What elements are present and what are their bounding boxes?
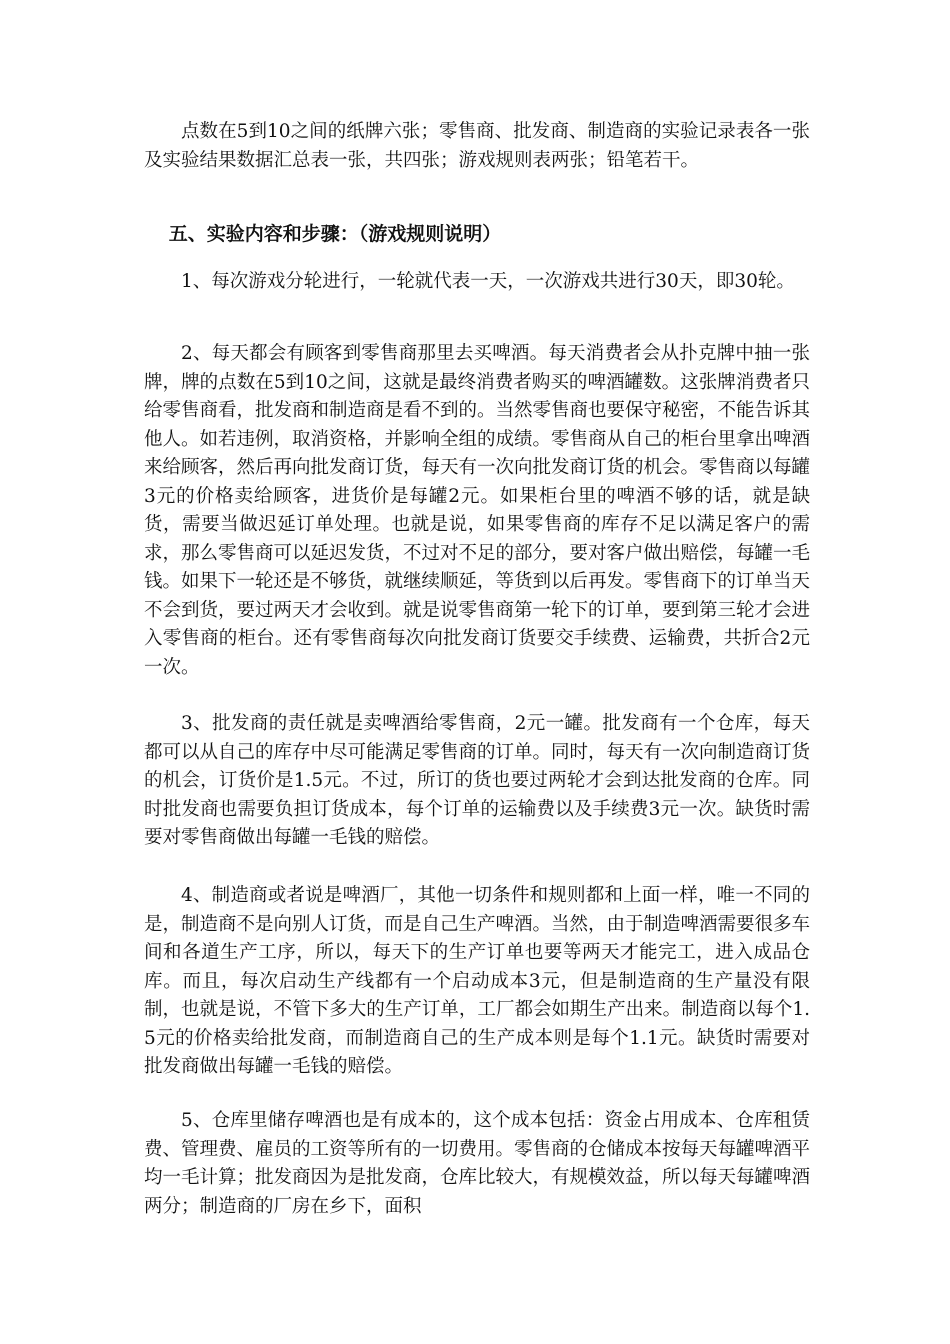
materials-paragraph: 点数在5到10之间的纸牌六张；零售商、批发商、制造商的实验记录表各一张及实验结果数据汇总表一张，共四张；游戏规则表两张；铅笔若干。 — [144, 121, 810, 171]
rule-1-paragraph: 1、每次游戏分轮进行，一轮就代表一天，一次游戏共进行30天，即30轮。 — [181, 271, 795, 292]
rule-2-paragraph: 2、每天都会有顾客到零售商那里去买啤酒。每天消费者会从扑克牌中抽一张牌，牌的点数在5到10之间，这就是最终消费者购买的啤酒罐数。这张牌消费者只给零售商看，批发商和制造商是看不到的。当然零售商也要保守秘密，不能告诉其他人。如若违例，取消资格，并影响全组的成绩。零售商从自己的柜台里拿出啤酒来给顾客，然后再向批发商订货，每天有一次向批发商订货的机会。零售商以每罐3元的价格卖给顾客，进货价是每罐2元。如果柜台里的啤酒不够的话，就是缺货，需要当做迟延订单处理。也就是说，如果零售商的库存不足以满足客户的需求，那么零售商可以延迟发货，不过对不足的部分，要对客户做出赔偿，每罐一毛钱。如果下一轮还是不够货，就继续顺延，等货到以后再发。零售商下的订单当天不会到货，要过两天才会收到。就是说零售商第一轮下的订单，要到第三轮才会进入零售商的柜台。还有零售商每次向批发商订货要交手续费、运输费，共折合2元一次。 — [144, 343, 811, 678]
rule-5-paragraph: 5、仓库里储存啤酒也是有成本的，这个成本包括：资金占用成本、仓库租赁费、管理费、雇员的工资等所有的一切费用。零售商的仓储成本按每天每罐啤酒平均一毛计算；批发商因为是批发商，仓库比较大，有规模效益，所以每天每罐啤酒两分；制造商的厂房在乡下，面积 — [144, 1110, 811, 1217]
rule-3-paragraph: 3、批发商的责任就是卖啤酒给零售商，2元一罐。批发商有一个仓库，每天都可以从自己的库存中尽可能满足零售商的订单。同时，每天有一次向制造商订货的机会，订货价是1.5元。不过，所订的货也要过两轮才会到达批发商的仓库。同时批发商也需要负担订货成本，每个订单的运输费以及手续费3元一次。缺货时需要对零售商做出每罐一毛钱的赔偿。 — [144, 713, 811, 848]
rule-4-paragraph: 4、制造商或者说是啤酒厂，其他一切条件和规则都和上面一样，唯一不同的是，制造商不是向别人订货，而是自己生产啤酒。当然，由于制造啤酒需要很多车间和各道生产工序，所以，每天下的生产订单也要等两天才能完工，进入成品仓库。而且，每次启动生产线都有一个启动成本3元，但是制造商的生产量没有限制，也就是说，不管下多大的生产订单，工厂都会如期生产出来。制造商以每个1.5元的价格卖给批发商，而制造商自己的生产成本则是每个1.1元。缺货时需要对批发商做出每罐一毛钱的赔偿。 — [144, 885, 811, 1077]
section-heading: 五、实验内容和步骤：（游戏规则说明） — [168, 223, 502, 245]
